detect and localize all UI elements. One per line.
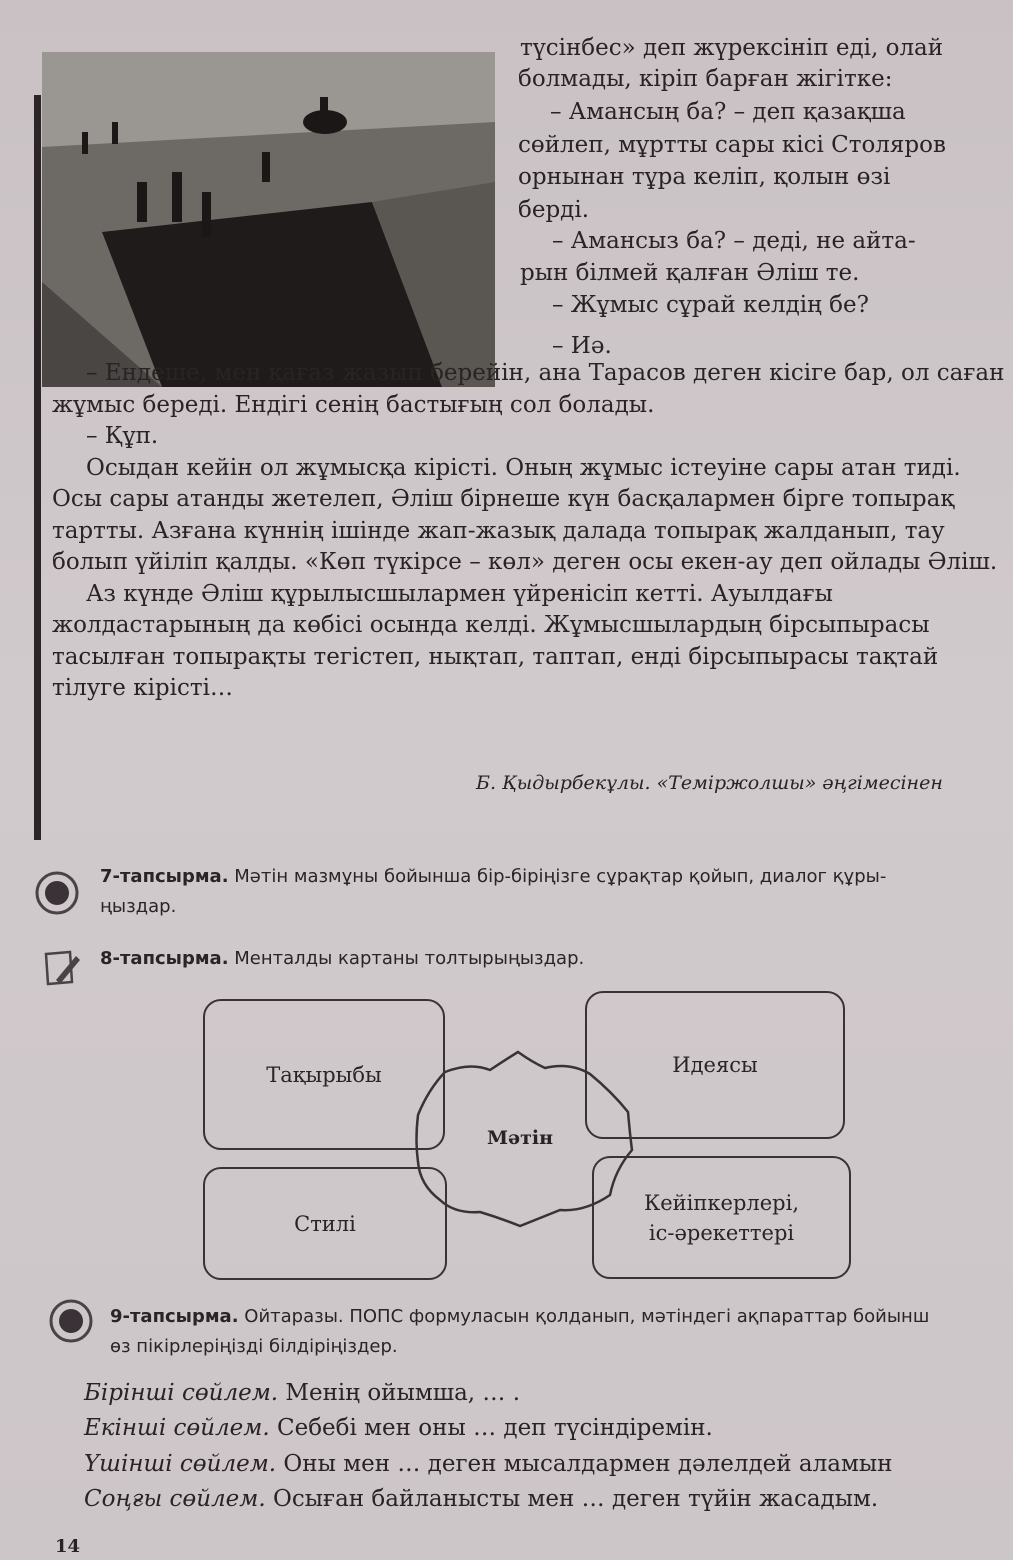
sentence-line: [84, 1451, 892, 1477]
mindmap-characters-box[interactable]: [592, 1156, 851, 1279]
text-line: болмады, кіріп барған жігітке:: [518, 66, 893, 92]
text-line: рын білмей қалған Әліш те.: [520, 260, 860, 286]
sentence-label: Соңғы сөйлем.: [84, 1486, 266, 1512]
sentence-line: [84, 1486, 878, 1512]
mindmap-topic-box[interactable]: [203, 999, 445, 1150]
source-credit: Б. Қыдырбекұлы. «Теміржолшы» әңгімесінен: [476, 772, 943, 794]
task-9-line2: өз пікірлеріңізді білдіріңіздер.: [110, 1336, 398, 1357]
task-8-title: 8-тапсырма.: [100, 948, 229, 969]
text-line: орнынан тұра келіп, қолын өзі: [518, 164, 891, 190]
page-number: 14: [55, 1536, 81, 1557]
task-8-text: Менталды картаны толтырыңыздар.: [234, 948, 585, 969]
text-line: сөйлеп, мұртты сары кісі Столяров: [518, 132, 946, 158]
mindmap-characters-label-1: Кейіпкерлері,: [644, 1190, 799, 1215]
speech-icon: [48, 1298, 94, 1348]
task-7-line2: ңыздар.: [100, 896, 177, 917]
mindmap-topic-label: Тақырыбы: [266, 1062, 382, 1087]
text-line: түсінбес» деп жүрексініп еді, олай: [520, 35, 944, 61]
mindmap-center-label: Мәтін: [486, 1127, 554, 1149]
paragraph: Осыдан кейін ол жұмысқа кірісті. Оның жұмыс істеуіне сары атан тиді. Осы сары атанды жетелеп, Әліш бірнеше күн басқалармен бірге топырақ тартты. Азғана күннің ішінде жап-жазық далада топырақ жалданып, тау болып үйіліп қалды. «Көп түкірсе – көл» деген осы екен-ау деп ойлады Әліш.: [52, 454, 998, 575]
task-9-text: Ойтаразы. ПОПС формуласын қолданып, мәтіндегі ақпараттар бойынш: [244, 1306, 930, 1327]
paragraph: – Құп.: [86, 423, 159, 449]
sentence-text: Оны мен … деген мысалдармен дәлелдей аламын: [276, 1451, 893, 1477]
text-line: – Амансың ба? – деп қазақша: [550, 99, 906, 125]
paragraph: – Ендеше, мен қағаз жазып берейін, ана Тарасов деген кісіге бар, ол саған жұмыс береді. Ендігі сенің бастығың сол болады.: [52, 360, 1005, 418]
sentence-label: Үшінші сөйлем.: [84, 1451, 277, 1477]
task-7-text: Мәтін мазмұны бойынша бір-біріңізге сұрақтар қойып, диалог құры-: [234, 866, 887, 887]
mindmap-idea-box[interactable]: [585, 991, 845, 1139]
mindmap-style-box[interactable]: [203, 1167, 447, 1280]
text-line: берді.: [518, 197, 590, 223]
sentence-line: [84, 1415, 713, 1441]
task-9: [110, 1304, 929, 1330]
sentence-label: Екінші сөйлем.: [84, 1415, 270, 1441]
sentence-label: Бірінші сөйлем.: [84, 1380, 279, 1406]
mindmap-characters-label-2: іс-әрекеттері: [648, 1220, 795, 1245]
sentence-text: Менің ойымша, … .: [278, 1380, 521, 1406]
task-7-title: 7-тапсырма.: [100, 866, 229, 887]
text-line: – Жұмыс сұрай келдің бе?: [552, 292, 869, 318]
sentence-line: [84, 1380, 520, 1406]
mindmap-style-label: Стилі: [294, 1211, 356, 1236]
paragraph: Аз күнде Әліш құрылысшылармен үйренісіп кетті. Ауылдағы жолдастарының да көбісі осында келді. Жұмысшылардың бірсыпырасы тасылған топырақты тегістеп, нықтап, таптап, енді бірсыпырасы тақтай тілуге кірісті…: [52, 580, 939, 701]
sentence-text: Себебі мен оны … деп түсіндіремін.: [269, 1415, 713, 1441]
text-line: – Амансыз ба? – деді, не айта-: [552, 228, 916, 254]
sentence-text: Осыған байланысты мен … деген түйін жасадым.: [265, 1486, 879, 1512]
mindmap-idea-label: Идеясы: [672, 1053, 758, 1077]
task-9-title: 9-тапсырма.: [110, 1306, 239, 1327]
text-line: – Иә.: [552, 333, 612, 359]
